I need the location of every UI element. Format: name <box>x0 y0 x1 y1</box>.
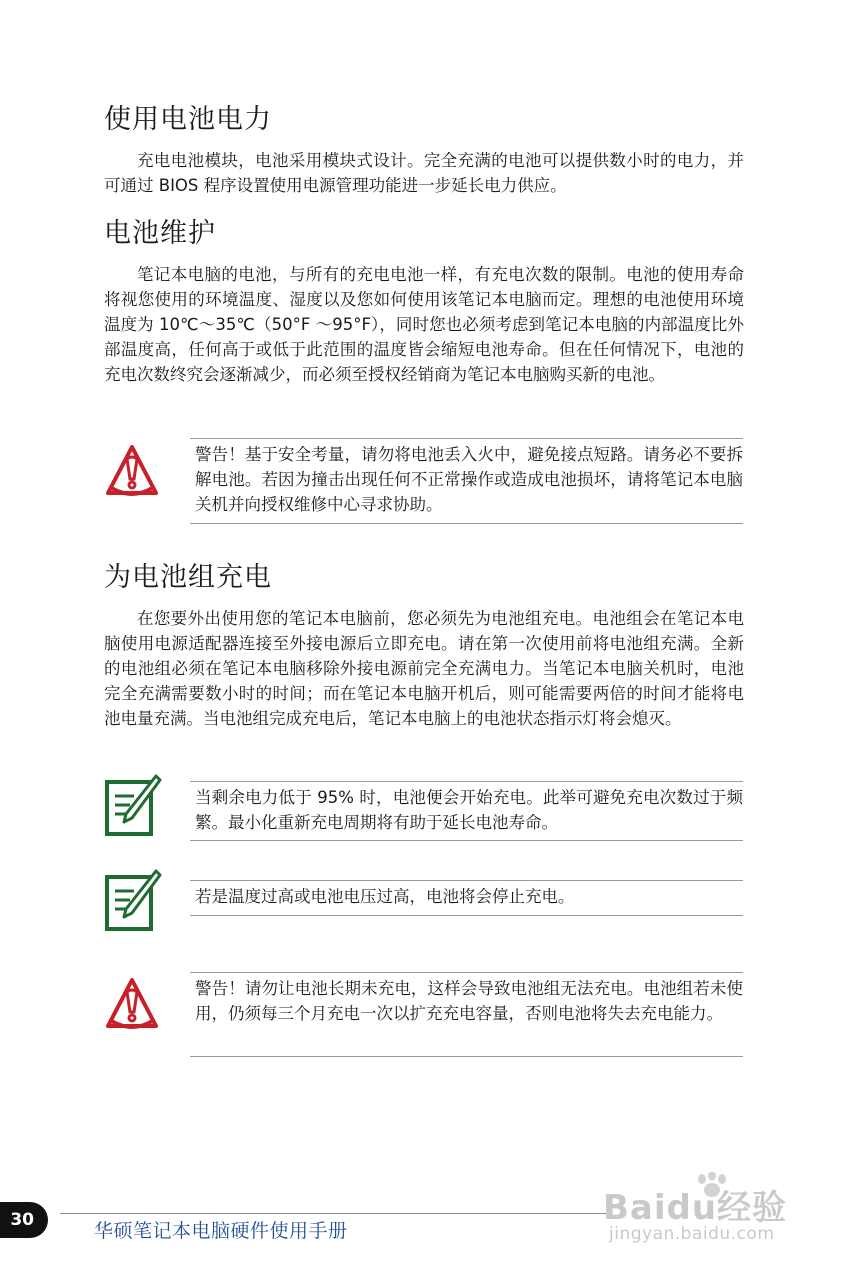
footer-title: 华硕笔记本电脑硬件使用手册 <box>94 1220 348 1242</box>
note-callout <box>190 781 743 841</box>
warning-icon <box>104 976 160 1034</box>
section-heading-charging: 为电池组充电 <box>104 562 272 593</box>
watermark <box>603 1172 803 1252</box>
note-icon <box>104 867 162 933</box>
footer-divider <box>60 1213 610 1214</box>
watermark-main: Baidu经验 <box>603 1188 788 1228</box>
note-icon <box>104 772 162 838</box>
watermark-sub: jingyan.baidu.com <box>609 1224 775 1244</box>
warning-text: 警告！基于安全考量，请勿将电池丢入火中，避免接点短路。请务必不要拆解电池。若因为撞击出现任何不正常操作或造成电池损坏，请将笔记本电脑关机并向授权维修中心寻求协助。 <box>195 445 743 514</box>
warning-text: 警告！请勿让电池长期未充电，这样会导致电池组无法充电。电池组若未使用，仍须每三个月充电一次以扩充充电容量，否则电池将失去充电能力。 <box>195 979 743 1023</box>
page-number: 30 <box>0 1202 48 1238</box>
warning-callout <box>190 972 743 1057</box>
note-text: 若是温度过高或电池电压过高，电池将会停止充电。 <box>195 887 575 906</box>
section-heading-battery-care: 电池维护 <box>104 218 216 249</box>
section-paragraph-battery-power: 充电电池模块，电池采用模块式设计。完全充满的电池可以提供数小时的电力，并可通过 BIOS 程序设置使用电源管理功能进一步延长电力供应。 <box>104 151 744 195</box>
warning-callout <box>190 438 743 524</box>
section-paragraph-charging: 在您要外出使用您的笔记本电脑前，您必须先为电池组充电。电池组会在笔记本电脑使用电源适配器连接至外接电源后立即充电。请在第一次使用前将电池组充满。全新的电池组必须在笔记本电脑移除外接电源前完全充满电力。当笔记本电脑关机时，电池完全充满需要数小时的时间；而在笔记本电脑开机后，则可能需要两倍的时间才能将电池电量充满。当电池组完成充电后，笔记本电脑上的电池状态指示灯将会熄灭。 <box>104 609 744 728</box>
warning-icon <box>104 443 160 501</box>
section-heading-battery-power: 使用电池电力 <box>104 104 272 135</box>
note-callout <box>190 880 743 916</box>
section-paragraph-battery-care: 笔记本电脑的电池，与所有的充电电池一样，有充电次数的限制。电池的使用寿命将视您使用的环境温度、湿度以及您如何使用该笔记本电脑而定。理想的电池使用环境温度为 10℃～35℃（50°F ～95°F），同时您也必须考虑到笔记本电脑的内部温度比外部温度高，任何高于或低于此范围的温度皆会缩短电池寿命。但在任何情况下，电池的充电次数终究会逐渐减少，而必须至授权经销商为笔记本电脑购买新的电池。 <box>104 265 744 384</box>
note-text: 当剩余电力低于 95% 时，电池便会开始充电。此举可避免充电次数过于频繁。最小化重新充电周期将有助于延长电池寿命。 <box>195 788 743 832</box>
